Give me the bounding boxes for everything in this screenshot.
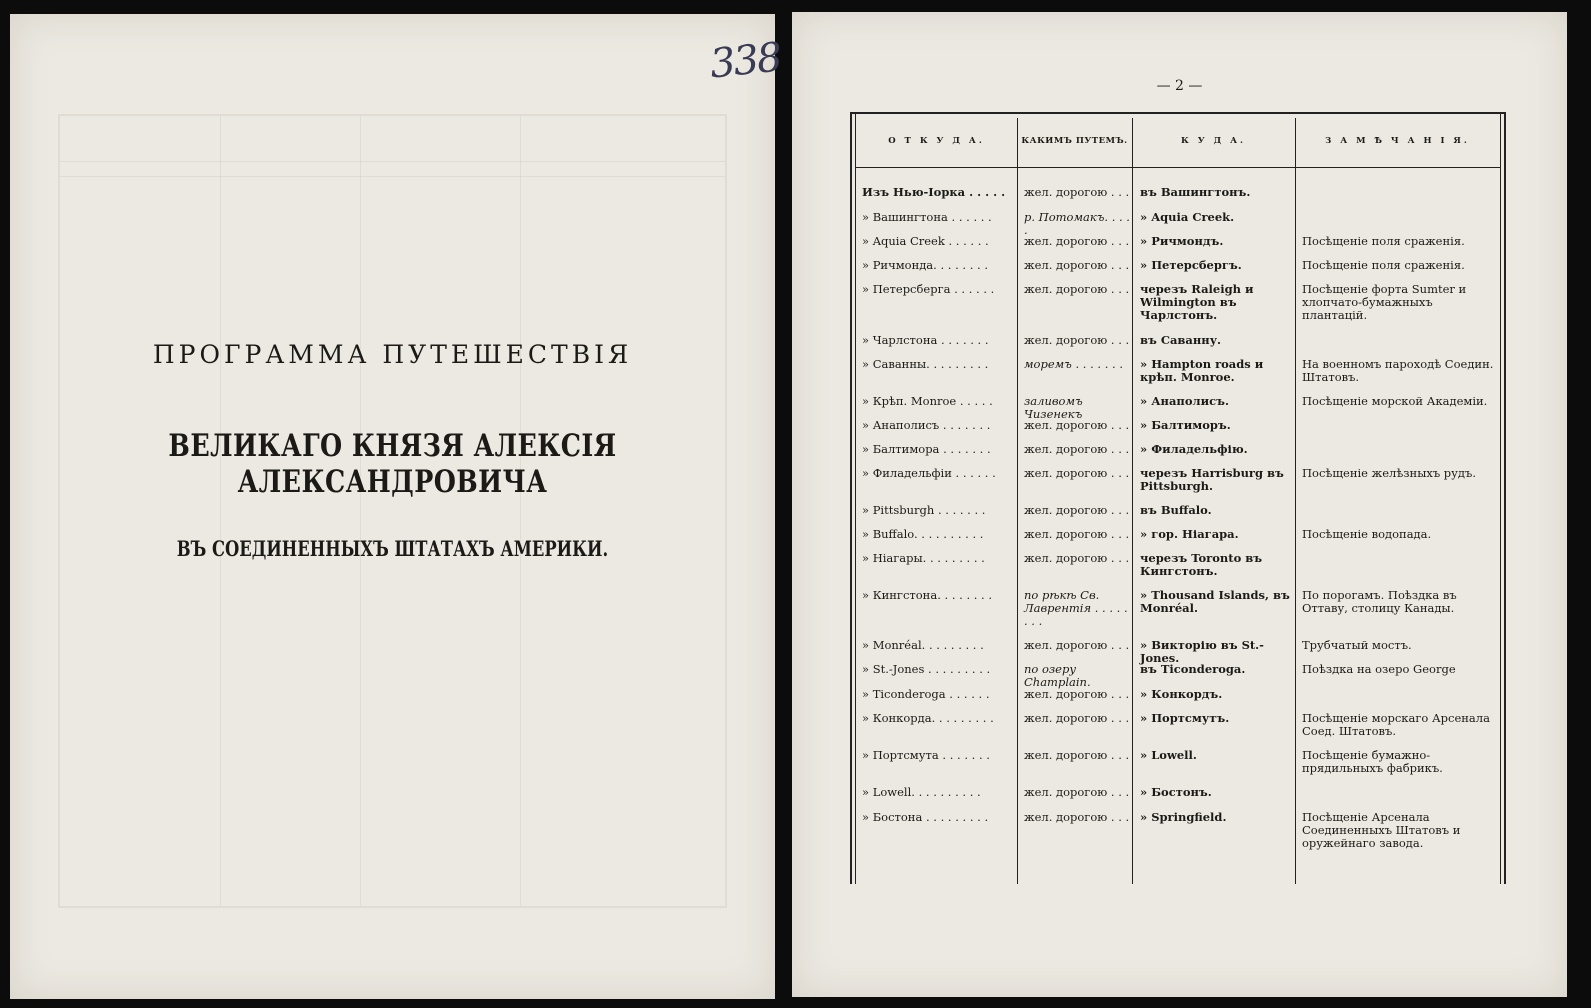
row-from: » Петерсберга . . . . . . bbox=[862, 282, 995, 296]
header-to: К У Д А. bbox=[1181, 136, 1246, 146]
row-note: Поѣздка на озеро George bbox=[1302, 662, 1456, 676]
title-line-1: ПРОГРАММА ПУТЕШЕСТВІЯ bbox=[152, 340, 633, 369]
row-from: Изъ Нью-Іорка . . . . . bbox=[862, 185, 1006, 199]
row-from: » Lowell. . . . . . . . . . bbox=[862, 785, 981, 799]
itinerary-table bbox=[850, 112, 1506, 884]
left-page bbox=[10, 14, 783, 999]
row-route: жел. дорогою . . . bbox=[1024, 785, 1130, 799]
row-to: » Портсмутъ. bbox=[1140, 711, 1230, 725]
row-route: жел. дорогою . . . bbox=[1024, 258, 1130, 272]
row-route: жел. дорогою . . . bbox=[1024, 185, 1130, 199]
row-route: жел. дорогою . . . bbox=[1024, 503, 1130, 517]
row-from: » Чарлстона . . . . . . . bbox=[862, 333, 989, 347]
row-route: заливомъ Чизенекъ bbox=[1024, 394, 1083, 421]
row-note: Посѣщеніе поля сраженія. bbox=[1302, 258, 1465, 272]
row-to: » гор. Ніагара. bbox=[1140, 527, 1239, 541]
row-to: въ Саванну. bbox=[1140, 333, 1222, 347]
row-route: жел. дорогою . . . bbox=[1024, 810, 1130, 824]
row-route: жел. дорогою . . . bbox=[1024, 748, 1130, 762]
row-to: » Lowell. bbox=[1140, 748, 1197, 762]
row-from: » Конкорда. . . . . . . . . bbox=[862, 711, 994, 725]
row-to: черезъ Harrisburg въ Pittsburgh. bbox=[1140, 466, 1284, 493]
row-route: жел. дорогою . . . bbox=[1024, 551, 1130, 565]
row-to: » Филадельфію. bbox=[1140, 442, 1248, 456]
row-from: » Саванны. . . . . . . . . bbox=[862, 357, 989, 371]
row-from: » Бостона . . . . . . . . . bbox=[862, 810, 989, 824]
row-to: въ Buffalo. bbox=[1140, 503, 1212, 517]
title-line-2: ВЕЛИКАГО КНЯЗЯ АЛЕКСІЯ АЛЕКСАНДРОВИЧА bbox=[168, 428, 617, 500]
row-note: На военномъ пароходѣ Соедин. Штатовъ. bbox=[1302, 357, 1494, 384]
row-route: моремъ . . . . . . . bbox=[1024, 357, 1124, 371]
row-from: » Buffalo. . . . . . . . . . bbox=[862, 527, 984, 541]
row-note: Посѣщеніе желѣзныхъ рудъ. bbox=[1302, 466, 1476, 480]
row-to: » Thousand Islands, въ Monréal. bbox=[1140, 588, 1290, 615]
row-to: » Викторію въ St.-Jones. bbox=[1140, 638, 1264, 665]
row-to: » Aquia Creek. bbox=[1140, 210, 1235, 224]
row-note: По порогамъ. Поѣздка въ Оттаву, столицу Канады. bbox=[1302, 588, 1457, 615]
row-to: » Анаполисъ. bbox=[1140, 394, 1229, 408]
title-line-3: ВЪ СОЕДИНЕННЫХЪ ШТАТАХЪ АМЕРИКИ. bbox=[176, 536, 609, 561]
row-from: » Monréal. . . . . . . . . bbox=[862, 638, 984, 652]
row-from: » Портсмута . . . . . . . bbox=[862, 748, 990, 762]
row-route: по озеру Champlain. bbox=[1024, 662, 1091, 689]
row-to: » Балтиморъ. bbox=[1140, 418, 1231, 432]
row-from: » St.-Jones . . . . . . . . . bbox=[862, 662, 991, 676]
row-to: » Конкордъ. bbox=[1140, 687, 1223, 701]
row-to: » Петерсбергъ. bbox=[1140, 258, 1242, 272]
row-route: жел. дорогою . . . bbox=[1024, 711, 1130, 725]
header-notes: З А М Ѣ Ч А Н І Я. bbox=[1325, 136, 1470, 146]
row-from: » Вашингтона . . . . . . bbox=[862, 210, 992, 224]
page-number: — 2 — bbox=[1156, 78, 1203, 94]
row-to: черезъ Toronto въ Кингстонъ. bbox=[1140, 551, 1263, 578]
row-route: по рѣкѣ Св. Лаврентія . . . . . . . . bbox=[1024, 588, 1128, 628]
row-note: Посѣщеніе водопада. bbox=[1302, 527, 1432, 541]
row-route: жел. дорогою . . . bbox=[1024, 638, 1130, 652]
row-from: » Крѣп. Monroe . . . . . bbox=[862, 394, 993, 408]
bleed-through-table bbox=[58, 114, 727, 908]
row-from: » Aquia Creek . . . . . . bbox=[862, 234, 989, 248]
row-route: жел. дорогою . . . bbox=[1024, 333, 1130, 347]
row-note: Посѣщеніе морскаго Арсенала Соед. Штатовъ. bbox=[1302, 711, 1490, 738]
row-to: » Бостонъ. bbox=[1140, 785, 1212, 799]
row-from: » Балтимора . . . . . . . bbox=[862, 442, 991, 456]
row-from: » Ticonderoga . . . . . . bbox=[862, 687, 990, 701]
row-note: Трубчатый мостъ. bbox=[1302, 638, 1412, 652]
row-from: » Ричмонда. . . . . . . . bbox=[862, 258, 989, 272]
row-from: » Ніагары. . . . . . . . . bbox=[862, 551, 985, 565]
row-note: Посѣщеніе Арсенала Соединенныхъ Штатовъ и оружейнаго завода. bbox=[1302, 810, 1461, 850]
row-note: Посѣщеніе форта Sumter и хлопчато-бумажныхъ плантацій. bbox=[1302, 282, 1467, 322]
right-page bbox=[792, 12, 1567, 997]
row-route: жел. дорогою . . . bbox=[1024, 442, 1130, 456]
row-from: » Анаполисъ . . . . . . . bbox=[862, 418, 991, 432]
row-to: » Ричмондъ. bbox=[1140, 234, 1224, 248]
folio-number: 338 bbox=[707, 34, 783, 88]
row-route: жел. дорогою . . . bbox=[1024, 234, 1130, 248]
row-to: » Hampton roads и крѣп. Monroe. bbox=[1140, 357, 1264, 384]
row-route: жел. дорогою . . . bbox=[1024, 418, 1130, 432]
row-route: р. Потомакъ. . . . . bbox=[1024, 210, 1130, 237]
row-note: Посѣщеніе поля сраженія. bbox=[1302, 234, 1465, 248]
row-from: » Филадельфіи . . . . . . bbox=[862, 466, 996, 480]
row-from: » Pittsburgh . . . . . . . bbox=[862, 503, 986, 517]
row-route: жел. дорогою . . . bbox=[1024, 687, 1130, 701]
row-route: жел. дорогою . . . bbox=[1024, 466, 1130, 480]
row-to: черезъ Raleigh и Wilmington въ Чарлстонъ. bbox=[1140, 282, 1254, 322]
row-note: Посѣщеніе бумажно-прядильныхъ фабрикъ. bbox=[1302, 748, 1443, 775]
row-to: » Springfield. bbox=[1140, 810, 1227, 824]
row-note: Посѣщеніе морской Академіи. bbox=[1302, 394, 1488, 408]
header-route: КАКИМЪ ПУТЕМЪ. bbox=[1021, 136, 1128, 146]
row-to: въ Ticonderoga. bbox=[1140, 662, 1246, 676]
header-from: О Т К У Д А. bbox=[888, 136, 985, 146]
row-route: жел. дорогою . . . bbox=[1024, 527, 1130, 541]
row-to: въ Вашингтонъ. bbox=[1140, 185, 1251, 199]
row-route: жел. дорогою . . . bbox=[1024, 282, 1130, 296]
row-from: » Кингстона. . . . . . . . bbox=[862, 588, 993, 602]
